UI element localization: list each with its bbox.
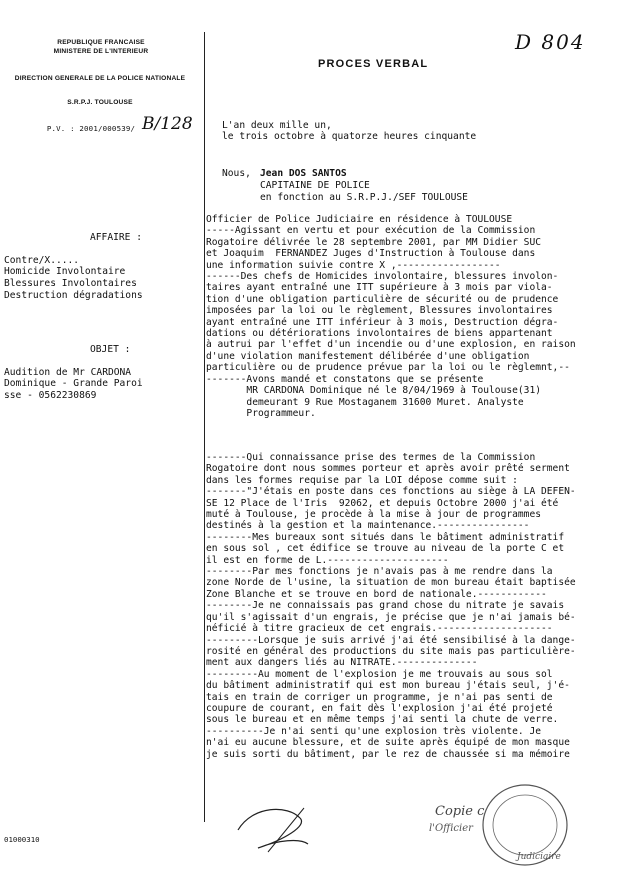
body-paragraph-2: -------Qui connaissance prise des termes de la Commission Rogatoire dont nous sommes porteur et après avoir prêté serment dans les formes requise par la LOI dépose comme suit : -------"J'étais en poste dans ces fonctions au siège à LA DEFEN- SE 12 Place de l'Iris 92062, et depuis Octobre 2000 j'ai été muté à Toulouse, je procède à la mise à jour de programmes destinés à la gestion et la maintenance.---------------- --------Mes bureaux sont situés dans le bâtiment administratif en sous sol , cet édifice se trouve au niveau de la porte C et il est en forme de L.--------------------- --------Par mes fonctions je n'avais pas à me rendre dans la zone Norde de l'usine, la situation de mon bureau était baptisée Zone Blanche et se trouve en bord de nationale.------------ --------Je ne connaissais pas grand chose du nitrate je savais qu'il s'agissait d'un engrais, je précise que je n'ai jamais bé- néficié à titre gracieux de cet engrais.-------------------- ---------Lorsque je suis arrivé j'ai été sensibilisé à la dange- rosité en général des productions du site mais pas particulière- ment aux dangers liés au NITRATE.-------------- ---------Au moment de l'explosion je me trouvais au sous sol du bâtiment administratif qui est mon bureau j'étais seul, j'é- tais en train de corriger un programme, je n'ai pas senti de coupure de courant, en fait dès l'explosion j'ai été projeté sous le bureau et en même temps j'ai senti la chute de verre. ----------Je n'ai senti qu'une explosion très violente. Je n'ai eu aucune blessure, et de suite après équipé de mon masque je suis sorti du bâtiment, par le rez de chaussée si ma mémoire	[206, 452, 576, 760]
svg-text:Copie c: Copie c	[435, 804, 485, 819]
objet-heading: OBJET :	[90, 344, 131, 355]
date-line-1: L'an deux mille un,	[222, 120, 332, 131]
affaire-line: Homicide Involontaire	[4, 266, 126, 277]
affaire-line: Blessures Involontaires	[4, 278, 137, 289]
date-line-2: le trois octobre à quatorze heures cinquante	[222, 131, 477, 142]
svg-text:l'Officier: l'Officier	[429, 823, 473, 834]
affaire-line: Destruction dégradations	[4, 290, 143, 301]
certified-copy-stamp	[425, 775, 570, 870]
objet-line: sse - 0562230869	[4, 390, 97, 401]
republic-label: REPUBLIQUE FRANCAISE	[57, 39, 145, 46]
officer-rank: CAPITAINE DE POLICE	[260, 180, 370, 191]
direction-label: DIRECTION GENERALE DE LA POLICE NATIONALE	[14, 75, 186, 82]
page-title: PROCES VERBAL	[318, 58, 429, 70]
objet-line: Audition de Mr CARDONA	[4, 367, 132, 378]
signature-scribble	[228, 800, 318, 860]
officer-intro: Nous,	[222, 168, 251, 179]
service-label: S.R.P.J. TOULOUSE	[67, 99, 133, 106]
officer-function: en fonction au S.R.P.J./SEF TOULOUSE	[260, 192, 468, 203]
pv-handwritten: B/128	[142, 114, 193, 134]
affaire-heading: AFFAIRE :	[90, 232, 142, 243]
pv-number: P.V. : 2001/000539/	[46, 124, 136, 133]
body-paragraph-1: Officier de Police Judiciaire en résidence à TOULOUSE -----Agissant en vertu et pour exécution de la Commission Rogatoire délivrée le 28 septembre 2001, par MM Didier SUC et Joaquim FERNANDEZ Juges d'Instruction à Toulouse dans une information suivie contre X ,------------------ ------Des chefs de Homicides involontaire, blessures involon- taires ayant entraîné une ITT supérieure à 3 mois par viola- tion d'une obligation particulière de sécurité ou de prudence imposées par la loi ou le règlement, Blessures involontaires ayant entraîné une ITT inférieur à 3 mois, Destruction dégra- dations ou détériorations involontaires de biens appartenant à autrui par l'effet d'un incendie ou d'une explosion, en raison d'une violation manifestement délibérée d'une obligation particulière ou de prudence prévue par la loi ou le règlemnt,-- -------Avons mandé et constatons que se présente MR CARDONA Dominique né le 8/04/1969 à Toulouse(31) demeurant 9 Rue Mostaganem 31600 Muret. Analyste Programmeur.	[206, 214, 576, 419]
ministry-label: MINISTERE DE L'INTERIEUR	[53, 48, 149, 55]
affaire-line: Contre/X.....	[4, 255, 80, 266]
document-number: 01000310	[4, 835, 40, 844]
officer-name: Jean DOS SANTOS	[260, 168, 347, 179]
svg-text:Judiciaire: Judiciaire	[517, 852, 561, 862]
corner-handwritten: D 804	[515, 30, 586, 54]
margin-rule	[204, 32, 205, 822]
objet-line: Dominique - Grande Paroi	[4, 378, 143, 389]
